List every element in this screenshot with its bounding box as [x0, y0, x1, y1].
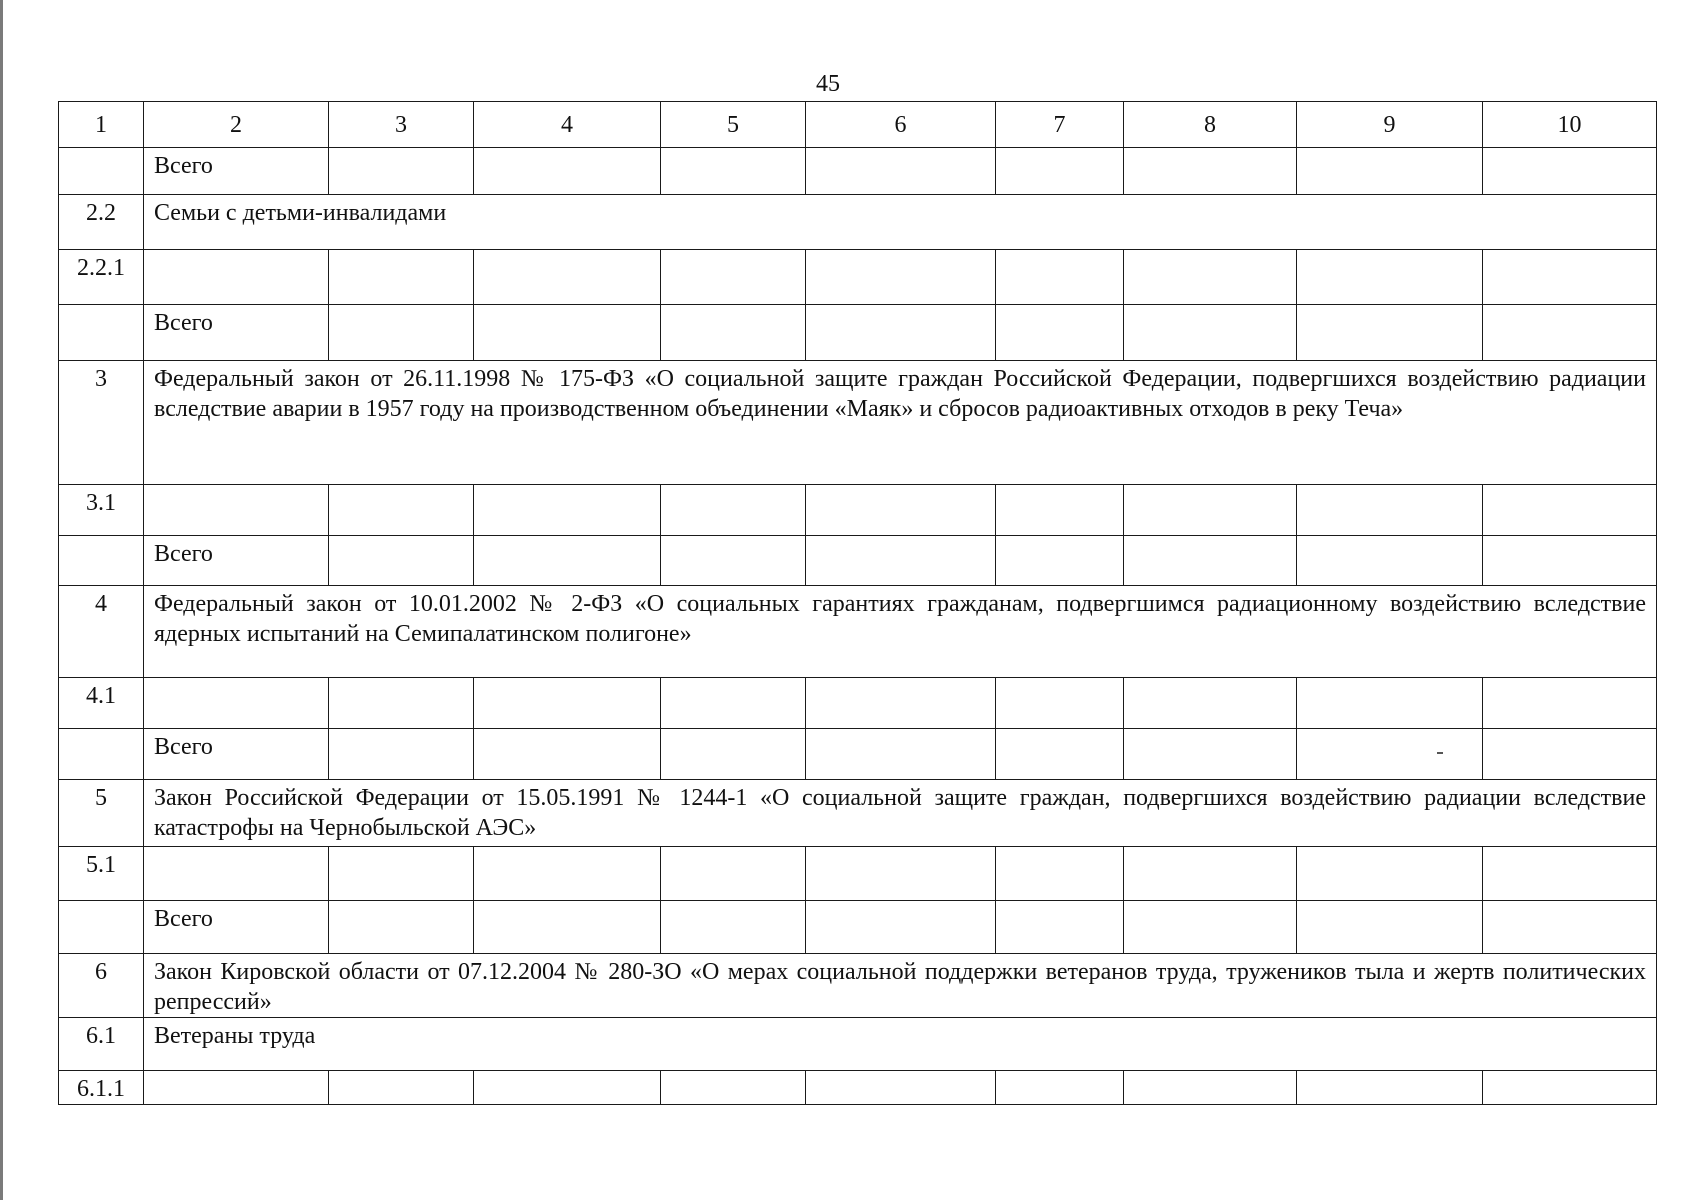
table-cell: [329, 901, 474, 954]
table-cell: [329, 536, 474, 586]
table-cell: [1297, 536, 1483, 586]
table-cell: [144, 1071, 329, 1105]
table-row: [59, 678, 1657, 729]
column-header: 6: [806, 102, 996, 148]
table-row: [59, 485, 1657, 536]
table-cell: [474, 250, 661, 305]
table-cell: [1483, 847, 1657, 901]
table-cell: [1297, 148, 1483, 195]
table-cell: [1483, 678, 1657, 729]
table-cell: [474, 485, 661, 536]
row-number: 5.1: [59, 847, 144, 901]
table-cell: [806, 901, 996, 954]
table-cell: [806, 729, 996, 780]
row-number: 2.2: [59, 195, 144, 250]
table-cell: [474, 729, 661, 780]
table-cell: [806, 485, 996, 536]
table-cell: [1124, 678, 1297, 729]
row-number: [59, 148, 144, 195]
table-cell: [661, 305, 806, 361]
table-cell: [661, 1071, 806, 1105]
table-cell: [329, 250, 474, 305]
table-cell: [329, 485, 474, 536]
table-cell: [1297, 901, 1483, 954]
column-header: 10: [1483, 102, 1657, 148]
scan-edge: [0, 0, 3, 1200]
table-cell: [996, 305, 1124, 361]
table-row: [59, 361, 1657, 485]
table-cell: [661, 678, 806, 729]
row-number: [59, 729, 144, 780]
table-cell: [474, 1071, 661, 1105]
table-cell: [806, 148, 996, 195]
table-cell: [661, 250, 806, 305]
table-row: [59, 586, 1657, 678]
column-header: 3: [329, 102, 474, 148]
table-row: [59, 729, 1657, 780]
table-cell: [661, 729, 806, 780]
table-cell: [996, 485, 1124, 536]
data-table: [58, 101, 1657, 1105]
table-cell: [1483, 729, 1657, 780]
table-cell: [1124, 250, 1297, 305]
table-cell: [661, 901, 806, 954]
table-cell: [1124, 485, 1297, 536]
column-header: 7: [996, 102, 1124, 148]
row-number: 2.2.1: [59, 250, 144, 305]
table-row: [59, 1018, 1657, 1071]
page-number: 45: [816, 71, 840, 97]
table-cell: [996, 729, 1124, 780]
column-header: 9: [1297, 102, 1483, 148]
table-cell: [1483, 536, 1657, 586]
table-cell: [474, 305, 661, 361]
table-cell: [329, 678, 474, 729]
row-number: 3: [59, 361, 144, 485]
total-label: Всего: [144, 148, 329, 195]
table-cell: [806, 536, 996, 586]
table-row: [59, 780, 1657, 847]
table-cell: [806, 847, 996, 901]
table-row: [59, 148, 1657, 195]
table-cell: [474, 678, 661, 729]
table-cell: [1124, 901, 1297, 954]
table-cell: [661, 536, 806, 586]
table-cell: [806, 305, 996, 361]
table-cell: [1483, 305, 1657, 361]
table-cell: [144, 485, 329, 536]
table-cell: [329, 305, 474, 361]
column-header: 1: [59, 102, 144, 148]
row-number: 4.1: [59, 678, 144, 729]
table-cell: [661, 148, 806, 195]
row-number: 4: [59, 586, 144, 678]
total-label: Всего: [144, 729, 329, 780]
table-cell: [996, 536, 1124, 586]
row-number: [59, 901, 144, 954]
table-cell: [329, 148, 474, 195]
row-number: 3.1: [59, 485, 144, 536]
table-row: [59, 847, 1657, 901]
table-cell: [1124, 847, 1297, 901]
section-title: Федеральный закон от 26.11.1998 № 175-ФЗ «О социальной защите граждан Российской Федерации, подвергшихся воздействию радиации вследствие аварии в 1957 году на производственном объединении «Маяк» и сбросов радиоактивных отходов в реку Теча»: [144, 361, 1657, 485]
table-cell: [996, 1071, 1124, 1105]
section-title: Закон Кировской области от 07.12.2004 № 280-ЗО «О мерах социальной поддержки ветеранов труда, тружеников тыла и жертв политических репрессий»: [144, 954, 1657, 1018]
scan-speck: [1437, 752, 1443, 754]
table-cell: [144, 250, 329, 305]
table-header-row: [59, 102, 1657, 148]
row-number: 6: [59, 954, 144, 1018]
table-cell: [1297, 678, 1483, 729]
table-cell: [806, 250, 996, 305]
table-cell: [1124, 148, 1297, 195]
total-label: Всего: [144, 536, 329, 586]
table-cell: [1483, 901, 1657, 954]
table-cell: [806, 1071, 996, 1105]
table-cell: [474, 847, 661, 901]
column-header: 8: [1124, 102, 1297, 148]
table-row: [59, 195, 1657, 250]
table-cell: [996, 250, 1124, 305]
table-cell: [1483, 148, 1657, 195]
table-cell: [1124, 536, 1297, 586]
table-cell: [1124, 1071, 1297, 1105]
table-cell: [144, 847, 329, 901]
section-title: Закон Российской Федерации от 15.05.1991 № 1244-1 «О социальной защите граждан, подвергшихся воздействию радиации вследствие катастрофы на Чернобыльской АЭС»: [144, 780, 1657, 847]
column-header: 2: [144, 102, 329, 148]
table-cell: [661, 485, 806, 536]
table-cell: [474, 148, 661, 195]
table-cell: [806, 678, 996, 729]
row-number: 5: [59, 780, 144, 847]
table-cell: [329, 847, 474, 901]
column-header: 4: [474, 102, 661, 148]
table-cell: [1297, 729, 1483, 780]
row-number: [59, 305, 144, 361]
table-cell: [1124, 305, 1297, 361]
total-label: Всего: [144, 901, 329, 954]
table-row: [59, 954, 1657, 1018]
table-row: [59, 1071, 1657, 1105]
section-title: Ветераны труда: [144, 1018, 1657, 1071]
table-cell: [1483, 250, 1657, 305]
table-cell: [1297, 1071, 1483, 1105]
table-row: [59, 305, 1657, 361]
row-number: 6.1: [59, 1018, 144, 1071]
table-cell: [144, 678, 329, 729]
table-cell: [329, 729, 474, 780]
table-cell: [1297, 485, 1483, 536]
table-cell: [1297, 305, 1483, 361]
row-number: 6.1.1: [59, 1071, 144, 1105]
table-cell: [996, 847, 1124, 901]
section-title: Семьи с детьми-инвалидами: [144, 195, 1657, 250]
table-cell: [661, 847, 806, 901]
table-cell: [1297, 250, 1483, 305]
table-cell: [329, 1071, 474, 1105]
table-cell: [1297, 847, 1483, 901]
table-cell: [996, 148, 1124, 195]
section-title: Федеральный закон от 10.01.2002 № 2-ФЗ «О социальных гарантиях гражданам, подвергшимся радиационному воздействию вследствие ядерных испытаний на Семипалатинском полигоне»: [144, 586, 1657, 678]
table-row: [59, 536, 1657, 586]
table-cell: [996, 678, 1124, 729]
row-number: [59, 536, 144, 586]
table-cell: [996, 901, 1124, 954]
total-label: Всего: [144, 305, 329, 361]
table-cell: [1483, 1071, 1657, 1105]
column-header: 5: [661, 102, 806, 148]
table-cell: [474, 536, 661, 586]
table-cell: [474, 901, 661, 954]
table-cell: [1483, 485, 1657, 536]
table-row: [59, 250, 1657, 305]
table-row: [59, 901, 1657, 954]
table-cell: [1124, 729, 1297, 780]
